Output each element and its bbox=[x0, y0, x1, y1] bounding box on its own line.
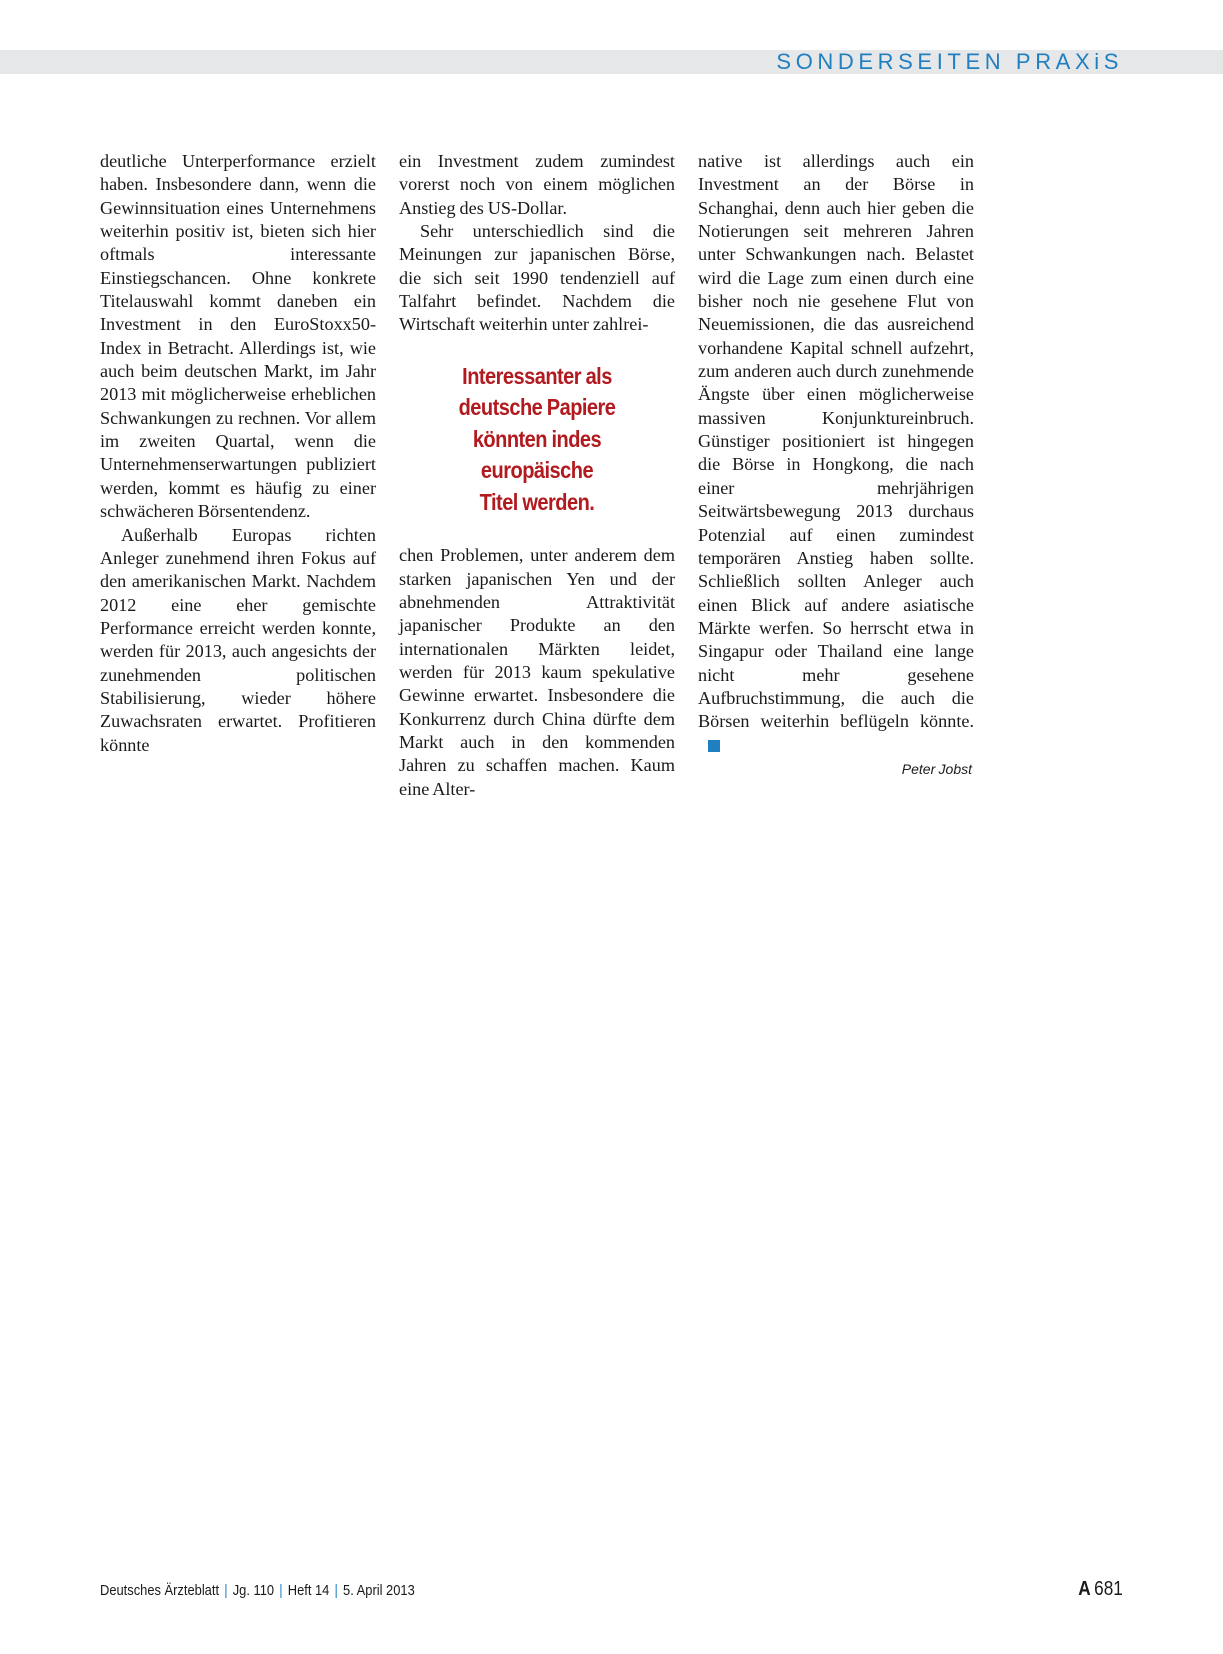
page-number bbox=[1078, 1578, 1123, 1601]
article-column-3 bbox=[698, 150, 974, 778]
separator-bar: | bbox=[279, 1582, 283, 1599]
article-column-2 bbox=[399, 150, 675, 801]
end-of-article-square-icon bbox=[708, 740, 720, 752]
pull-quote-line: Titel werden. bbox=[479, 488, 595, 515]
author-byline: Peter Jobst bbox=[901, 760, 972, 777]
paragraph: deutliche Unterperformance erzielt haben. Insbesondere dann, wenn die Gewinnsituation eines Unternehmens weiterhin positiv ist, bieten sich hier oftmals interessante Einstiegschancen. Ohne konkrete Titelauswahl kommt daneben ein Investment in den EuroStoxx50-Index in Betracht. Allerdings ist, wie auch beim deutschen Markt, im Jahr 2013 mit möglicherweise erheblichen Schwankungen zu rechnen. Vor allem im zweiten Quartal, wenn die Unternehmenserwartungen publiziert werden, kommt es häufig zu einer schwächeren Börsentendenz. bbox=[100, 151, 376, 522]
pull-quote-line: könnten indes bbox=[472, 425, 602, 452]
page-prefix: A bbox=[1078, 1578, 1091, 1600]
article-column-1 bbox=[100, 150, 376, 757]
issue: Heft 14 bbox=[287, 1582, 330, 1599]
pull-quote bbox=[417, 361, 657, 519]
pull-quote-line: europäische bbox=[480, 457, 594, 484]
paragraph-text: native ist allerdings auch ein Investment an der Börse in Schanghai, denn auch hier geben die Notierungen seit mehreren Jahren unter Schwankungen nach. Belastet wird die Lage zum einen durch eine bisher noch nie gesehene Flut von Neuemissionen, die das ausreichend vorhandene Kapital schnell aufzehrt, zum anderen auch durch zunehmende Ängste über einen möglicherweise massiven Konjunktureinbruch. Günstiger positioniert ist hingegen die Börse in Hongkong, die nach einer mehrjährigen Seitwärtsbewegung 2013 durchaus Potenzial auf einen zumindest temporären Anstieg haben sollte. Schließlich sollten Anleger auch einen Blick auf andere asiatische Märkte werfen. So herrscht etwa in Singapur oder Thailand eine lange nicht mehr gesehene Aufbruchstimmung, die auch die Börsen weiterhin beflügeln könnte. bbox=[698, 151, 974, 732]
separator-bar: | bbox=[334, 1582, 338, 1599]
journal-name: Deutsches Ärzteblatt bbox=[100, 1582, 220, 1599]
pull-quote-line: Interessanter als bbox=[462, 362, 612, 389]
issue-date: 5. April 2013 bbox=[343, 1582, 415, 1599]
paragraph: ein Investment zudem zumindest vorerst noch von einem möglichen Anstieg des US-Dollar. bbox=[399, 151, 675, 218]
paragraph: Außerhalb Europas richten Anleger zunehmend ihren Fokus auf den amerikanischen Markt. Nachdem 2012 eine eher gemischte Performance erreicht werden konnte, werden für 2013, auch angesichts der zunehmenden politischen Stabilisierung, wieder höhere Zuwachsraten erwartet. Profitieren könnte bbox=[100, 524, 376, 755]
section-label: SONDERSEITEN PRAXiS bbox=[776, 49, 1123, 74]
paragraph bbox=[698, 150, 974, 757]
separator-bar: | bbox=[224, 1582, 228, 1599]
pull-quote-line: deutsche Papiere bbox=[458, 394, 616, 421]
paragraph: Sehr unterschiedlich sind die Meinungen zur japanischen Börse, die sich seit 1990 tendenziell auf Talfahrt befindet. Nachdem die Wirtschaft weiterhin unter zahlrei- bbox=[399, 221, 675, 335]
footer-citation bbox=[100, 1582, 415, 1599]
page-number-value: 681 bbox=[1094, 1578, 1123, 1600]
volume: Jg. 110 bbox=[232, 1582, 275, 1599]
paragraph: chen Problemen, unter anderem dem starken japanischen Yen und der abnehmenden Attraktivität japanischer Produkte an den internationalen Märkten leidet, werden für 2013 kaum spekulative Gewinne erwartet. Insbesondere die Konkurrenz durch China dürfte dem Markt auch in den kommenden Jahren zu schaffen machen. Kaum eine Alter- bbox=[399, 545, 675, 799]
